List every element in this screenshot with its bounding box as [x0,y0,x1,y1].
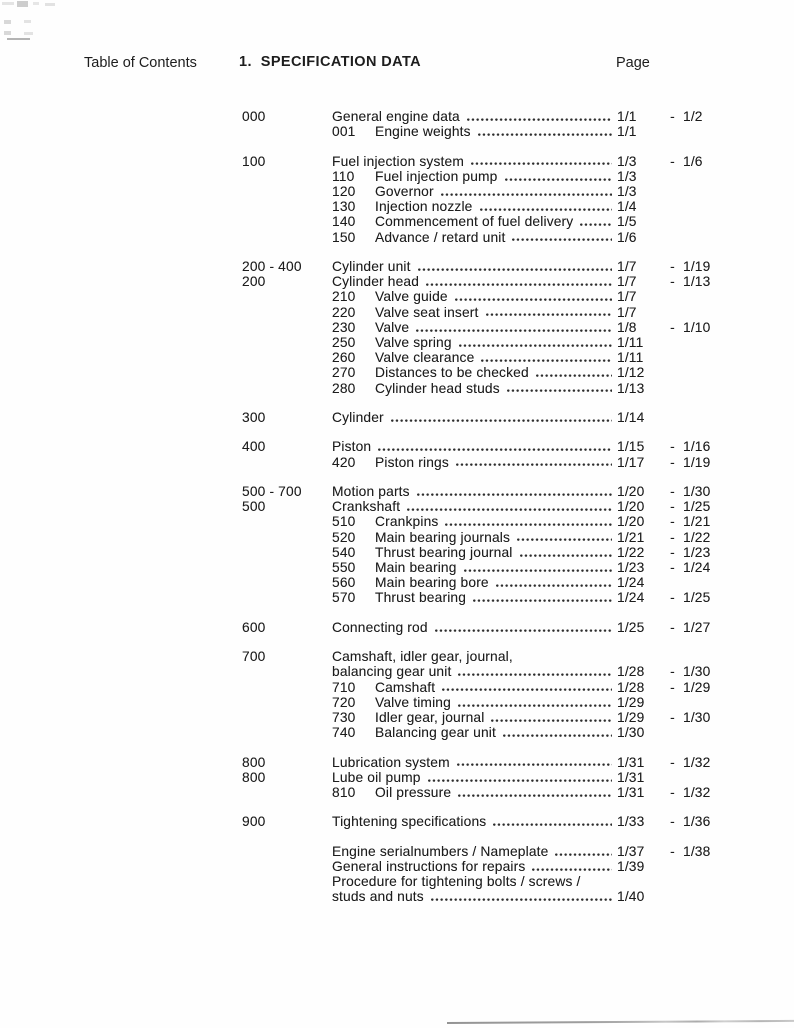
entry-title: Distances to be checked [375,365,529,381]
entry-title: Motion parts [332,484,410,499]
toc-row [242,725,713,740]
dotted-leader [455,298,612,302]
subsection-code: 140 [332,214,356,230]
page-from: 1/28 [617,664,645,680]
subsection-code: 520 [332,529,356,545]
entry-title: Main bearing journals [375,529,511,545]
entry-title: Cylinder head studs [375,380,500,396]
page-to: 1/32 [683,785,711,801]
toc-row [242,575,713,590]
toc-row [242,230,713,245]
section-code: 600 [242,619,266,635]
page-range-dash: - [670,664,675,680]
page-to: 1/2 [683,109,703,124]
page-range-dash: - [670,259,675,274]
entry-title: Main bearing [375,560,457,576]
toc-list [242,109,713,919]
entry-title: Balancing gear unit [375,725,496,741]
toc-row [242,169,713,184]
entry-title: Piston [332,439,372,455]
page-range-dash: - [670,319,675,335]
section-code: 800 [242,769,266,785]
page-to: 1/25 [683,590,711,606]
entry-title: Engine serialnumbers / Nameplate [332,843,549,859]
toc-block [242,154,713,245]
section-code: 100 [242,153,266,169]
subsection-code: 001 [332,124,356,140]
entry-title: Engine weights [375,124,471,140]
toc-row [242,649,713,664]
subsection-code: 720 [332,694,356,710]
page-from: 1/24 [617,590,645,606]
page-from: 1/37 [617,843,645,859]
entry-title: Lubrication system [332,754,450,770]
dotted-leader [580,223,612,227]
page-to: 1/21 [683,514,711,530]
page-range-dash: - [670,590,675,606]
subsection-code: 710 [332,679,356,695]
dotted-leader [532,868,612,872]
toc-row [242,814,713,829]
page-from: 1/14 [617,410,645,426]
toc-row [242,530,713,545]
page-from: 1/25 [617,619,645,635]
entry-title: Thrust bearing [375,590,467,606]
entry-title: Camshaft [375,679,436,695]
dotted-leader [417,493,612,497]
page-to: 1/19 [683,454,711,470]
section-code: 000 [242,109,266,124]
page-range-dash: - [670,109,675,124]
toc-row [242,124,713,139]
page-from: 1/7 [617,304,637,320]
toc-row [242,259,713,274]
toc-row [242,514,713,529]
toc-block [242,814,713,829]
entry-title: Fuel injection pump [375,168,498,184]
subsection-code: 130 [332,199,356,215]
toc-block [242,649,713,740]
entry-title: Cylinder unit [332,259,411,274]
entry-title: Crankshaft [332,499,401,515]
toc-row [242,455,713,470]
toc-row [242,335,713,350]
toc-row [242,184,713,199]
dotted-leader [520,554,612,558]
page-from: 1/20 [617,499,645,515]
dotted-leader [478,133,612,137]
page-range-dash: - [670,843,675,859]
dotted-leader [435,629,612,633]
dotted-leader [418,268,612,272]
dotted-leader [441,193,612,197]
toc-row [242,859,713,874]
page-from: 1/8 [617,319,637,335]
entry-title: Valve [375,319,410,335]
page-range-dash: - [670,529,675,545]
dotted-leader [426,283,612,287]
page-from: 1/7 [617,289,637,305]
page-from: 1/6 [617,229,637,245]
toc-block [242,259,713,396]
toc-row [242,844,713,859]
toc-row [242,889,713,904]
entry-title: Cylinder [332,410,384,426]
page-range-dash: - [670,514,675,530]
toc-row [242,695,713,710]
page-from: 1/7 [617,259,637,274]
subsection-code: 210 [332,289,356,305]
section-code: 500 [242,499,266,515]
page-to: 1/38 [683,843,711,859]
dotted-leader [536,374,612,378]
scan-artifact [17,1,28,7]
entry-title: Valve timing [375,694,451,710]
entry-title: Main bearing bore [375,575,489,591]
page-from: 1/12 [617,365,645,381]
subsection-code: 730 [332,710,356,726]
dotted-leader [480,208,612,212]
page-range-dash: - [670,754,675,770]
entry-title: Advance / retard unit [375,229,506,245]
toc-row [242,590,713,605]
dotted-leader [473,599,612,603]
toc-row [242,874,713,889]
dotted-leader [458,673,612,677]
entry-title: General engine data [332,109,460,124]
page-range-dash: - [670,484,675,499]
toc-row [242,499,713,514]
toc-row [242,545,713,560]
subsection-code: 550 [332,560,356,576]
subsection-code: 280 [332,380,356,396]
toc-block [242,755,713,801]
dotted-leader [378,448,612,452]
page-from: 1/11 [617,335,644,351]
toc-row [242,154,713,169]
scan-artifact [2,2,14,5]
subsection-code: 570 [332,590,356,606]
subsection-code: 510 [332,514,356,530]
toc-header-label: Table of Contents [84,55,197,71]
page-range-dash: - [670,454,675,470]
subsection-code: 230 [332,319,356,335]
page-range-dash: - [670,679,675,695]
page-from: 1/31 [617,769,645,785]
dotted-leader [491,719,612,723]
page-from: 1/11 [617,350,644,366]
scan-artifact [24,20,31,23]
page-range-dash: - [670,785,675,801]
scan-artifact [24,32,33,35]
page-from: 1/15 [617,439,645,455]
page-from: 1/22 [617,544,645,560]
entry-title: Idler gear, journal [375,710,485,726]
section-code: 200 [242,274,266,290]
dotted-leader [445,523,612,527]
dotted-leader [555,853,612,857]
entry-title: Lube oil pump [332,769,421,785]
page-from: 1/31 [617,754,645,770]
subsection-code: 810 [332,785,356,801]
dotted-leader [481,359,612,363]
page-to: 1/10 [683,319,711,335]
entry-title: Oil pressure [375,785,452,801]
entry-title: Connecting rod [332,619,428,635]
dotted-leader [505,178,613,182]
section-code: 700 [242,649,266,665]
page-from: 1/39 [617,859,645,874]
page-to: 1/27 [683,619,711,635]
scan-artifact [33,2,39,5]
subsection-code: 420 [332,454,356,470]
scan-line-artifact [447,1020,794,1024]
dotted-leader [486,313,612,317]
page-from: 1/1 [617,124,637,140]
page-to: 1/32 [683,754,711,770]
entry-title: General instructions for repairs [332,859,526,874]
page-range-dash: - [670,814,675,830]
entry-title: Thrust bearing journal [375,544,513,560]
page-from: 1/20 [617,514,645,530]
page-from: 1/28 [617,679,645,695]
entry-title: Camshaft, idler gear, journal, [332,649,513,665]
page-range-dash: - [670,710,675,726]
dotted-leader [457,763,612,767]
dotted-leader [496,584,612,588]
scan-artifact [7,38,30,40]
dotted-leader [391,419,612,423]
subsection-code: 110 [332,168,355,184]
page-from: 1/5 [617,214,637,230]
dotted-leader [507,389,612,393]
entry-title: Procedure for tightening bolts / screws / [332,874,581,890]
toc-row [242,664,713,679]
page-from: 1/24 [617,575,645,591]
page-from: 1/13 [617,380,645,396]
toc-block [242,439,713,469]
page-from: 1/21 [617,529,645,545]
entry-title: Commencement of fuel delivery [375,214,574,230]
entry-title: Valve seat insert [375,304,479,320]
page-to: 1/29 [683,679,711,695]
toc-row [242,199,713,214]
entry-title: Crankpins [375,514,439,530]
entry-title: balancing gear unit [332,664,452,680]
page-range-dash: - [670,560,675,576]
page-from: 1/30 [617,725,645,741]
page-to: 1/13 [683,274,711,290]
subsection-code: 740 [332,725,356,741]
subsection-code: 150 [332,229,356,245]
toc-block [242,484,713,606]
dotted-leader [517,538,612,542]
subsection-code: 540 [332,544,356,560]
section-code: 800 [242,754,266,770]
toc-row [242,365,713,380]
page-to: 1/30 [683,664,711,680]
entry-title: Injection nozzle [375,199,473,215]
page-from: 1/4 [617,199,637,215]
page-to: 1/24 [683,560,711,576]
page-to: 1/23 [683,544,711,560]
dotted-leader [442,688,612,692]
subsection-code: 220 [332,304,356,320]
toc-block [242,844,713,905]
toc-row [242,785,713,800]
toc-row [242,350,713,365]
entry-title: Cylinder head [332,274,420,290]
page-from: 1/29 [617,694,645,710]
page-to: 1/19 [683,259,711,274]
page-range-dash: - [670,499,675,515]
toc-block [242,410,713,425]
page-to: 1/30 [683,484,711,499]
toc-row [242,109,713,124]
page-from: 1/3 [617,153,637,169]
page-column-label: Page [616,55,650,71]
entry-title: Tightening specifications [332,814,487,830]
entry-title: Piston rings [375,454,449,470]
section-code: 200 - 400 [242,259,302,274]
toc-row [242,305,713,320]
subsection-code: 270 [332,365,356,381]
dotted-leader [464,569,612,573]
toc-row [242,770,713,785]
dotted-leader [467,118,612,122]
page-range-dash: - [670,274,675,290]
toc-row [242,710,713,725]
page-from: 1/31 [617,785,645,801]
dotted-leader [493,823,612,827]
page-to: 1/6 [683,153,703,169]
section-code: 500 - 700 [242,484,302,499]
entry-title: Valve clearance [375,350,475,366]
entry-title: studs and nuts [332,889,424,905]
chapter-title: 1. SPECIFICATION DATA [239,54,421,70]
dotted-leader [471,162,612,166]
dotted-leader [428,779,612,783]
toc-row [242,620,713,635]
toc-row [242,484,713,499]
page-from: 1/3 [617,184,637,199]
toc-row [242,274,713,289]
entry-title: Valve guide [375,289,448,305]
page-to: 1/30 [683,710,711,726]
dotted-leader [407,508,612,512]
toc-row [242,289,713,304]
subsection-code: 560 [332,575,356,591]
page-from: 1/1 [617,109,637,124]
dotted-leader [416,329,612,333]
toc-row [242,755,713,770]
dotted-leader [459,344,612,348]
scan-artifact [4,31,11,35]
page-from: 1/23 [617,560,645,576]
page-from: 1/7 [617,274,637,290]
page-range-dash: - [670,619,675,635]
page-range-dash: - [670,439,675,455]
toc-row [242,381,713,396]
dotted-leader [458,704,612,708]
subsection-code: 250 [332,335,356,351]
scan-artifact [4,20,11,24]
toc-row [242,560,713,575]
toc-row [242,680,713,695]
toc-row [242,410,713,425]
subsection-code: 120 [332,184,356,199]
page-from: 1/33 [617,814,645,830]
entry-title: Valve spring [375,335,452,351]
page-from: 1/40 [617,889,645,905]
dotted-leader [458,794,612,798]
page-to: 1/25 [683,499,711,515]
page-from: 1/20 [617,484,645,499]
scan-artifact [45,3,55,6]
page-range-dash: - [670,544,675,560]
toc-row [242,320,713,335]
page-to: 1/36 [683,814,711,830]
dotted-leader [456,463,612,467]
page-to: 1/22 [683,529,711,545]
toc-block [242,620,713,635]
page-from: 1/3 [617,168,637,184]
entry-title: Governor [375,184,434,199]
subsection-code: 260 [332,350,356,366]
section-code: 300 [242,410,266,426]
section-code: 900 [242,814,266,830]
dotted-leader [503,734,612,738]
entry-title: Fuel injection system [332,153,464,169]
page-to: 1/16 [683,439,711,455]
toc-row [242,439,713,454]
dotted-leader [512,238,612,242]
page-from: 1/17 [617,454,645,470]
dotted-leader [431,898,612,902]
toc-block [242,109,713,139]
page-range-dash: - [670,153,675,169]
toc-row [242,214,713,229]
page-from: 1/29 [617,710,645,726]
section-code: 400 [242,439,266,455]
